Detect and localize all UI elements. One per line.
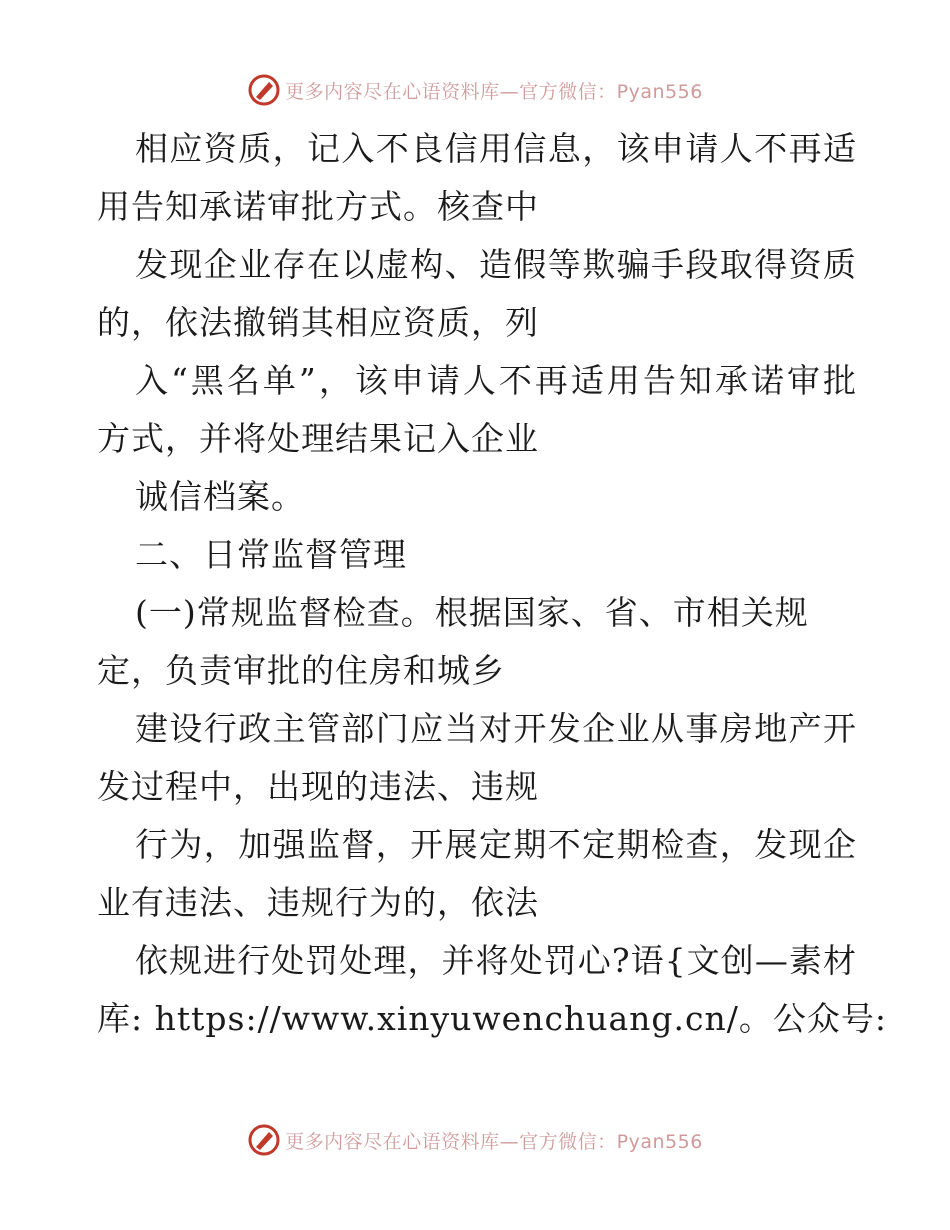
text-line: 建设行政主管部门应当对开发企业从事房地产开 xyxy=(135,709,857,748)
text-line: 入“黑名单”，该申请人不再适用告知承诺审批 xyxy=(135,361,857,400)
text-line: 方式，并将处理结果记入企业 xyxy=(97,419,539,458)
text-line: (一)常规监督检查。根据国家、省、市相关规 xyxy=(135,593,809,632)
text-line: 发过程中，出现的违法、违规 xyxy=(97,767,539,806)
watermark-text: 更多内容尽在心语资料库—官方微信：Pyan556 xyxy=(285,1130,703,1153)
text-line: 业有违法、违规行为的，依法 xyxy=(97,883,539,922)
footer-watermark xyxy=(0,1120,950,1160)
text-line: 发现企业存在以虚构、造假等欺骗手段取得资质 xyxy=(135,245,857,284)
text-line: 库: https://www.xinyuwenchuang.cn/。公众号: xyxy=(97,999,887,1038)
watermark-text: 更多内容尽在心语资料库—官方微信：Pyan556 xyxy=(285,80,703,103)
brand-logo-icon xyxy=(247,73,281,107)
text-line: 定，负责审批的住房和城乡 xyxy=(97,651,505,690)
text-line: 诚信档案。 xyxy=(135,477,305,516)
text-line: 的，依法撤销其相应资质，列 xyxy=(97,303,539,342)
brand-logo-icon xyxy=(247,1123,281,1157)
text-line: 相应资质，记入不良信用信息，该申请人不再适 xyxy=(135,129,857,168)
text-line: 依规进行处罚处理，并将处罚心?语{文创—素材 xyxy=(135,941,857,980)
text-line: 二、日常监督管理 xyxy=(135,535,407,574)
text-line: 行为，加强监督，开展定期不定期检查，发现企 xyxy=(135,825,857,864)
header-watermark xyxy=(0,70,950,110)
document-body xyxy=(97,120,887,1048)
text-line: 用告知承诺审批方式。核查中 xyxy=(97,187,539,226)
